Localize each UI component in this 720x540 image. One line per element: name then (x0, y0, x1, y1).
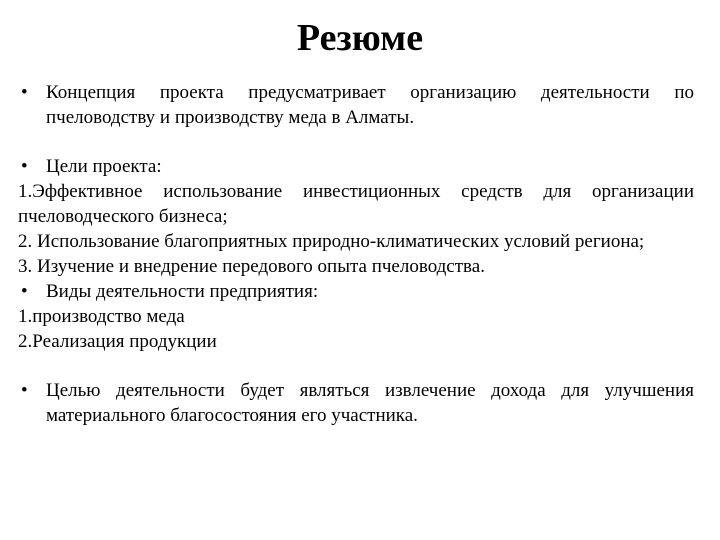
purpose-bullet (18, 378, 694, 428)
activity-item-2: 2.Реализация продукции (18, 331, 217, 352)
bullet-marker: • (21, 380, 28, 401)
activities-heading: Виды деятельности предприятия: (46, 281, 319, 302)
goals-heading-bullet (18, 154, 694, 179)
goal-item-3: 3. Изучение и внедрение передового опыта пчеловодства. (18, 256, 485, 277)
goal-item-2: 2. Использование благоприятных природно-климатических условий региона; (18, 231, 645, 252)
bullet-marker: • (21, 281, 28, 302)
purpose-text: Целью деятельности будет являться извлечение дохода для улучшения материального благосостояния его участника. (46, 380, 694, 426)
goals-heading: Цели проекта: (46, 156, 162, 177)
concept-text: Концепция проекта предусматривает организацию деятельности по пчеловодству и производству меда в Алматы. (46, 82, 694, 128)
bullet-marker: • (21, 156, 28, 177)
activities-heading-bullet (18, 279, 694, 304)
slide-title: Резюме (296, 17, 424, 59)
activity-item-1: 1.производство меда (18, 306, 185, 327)
slide-body (18, 80, 694, 428)
bullet-marker: • (21, 82, 28, 103)
concept-bullet (18, 80, 694, 130)
goal-item-1: 1.Эффективное использование инвестиционных средств для организации пчеловодческого бизнеса; (18, 181, 694, 227)
